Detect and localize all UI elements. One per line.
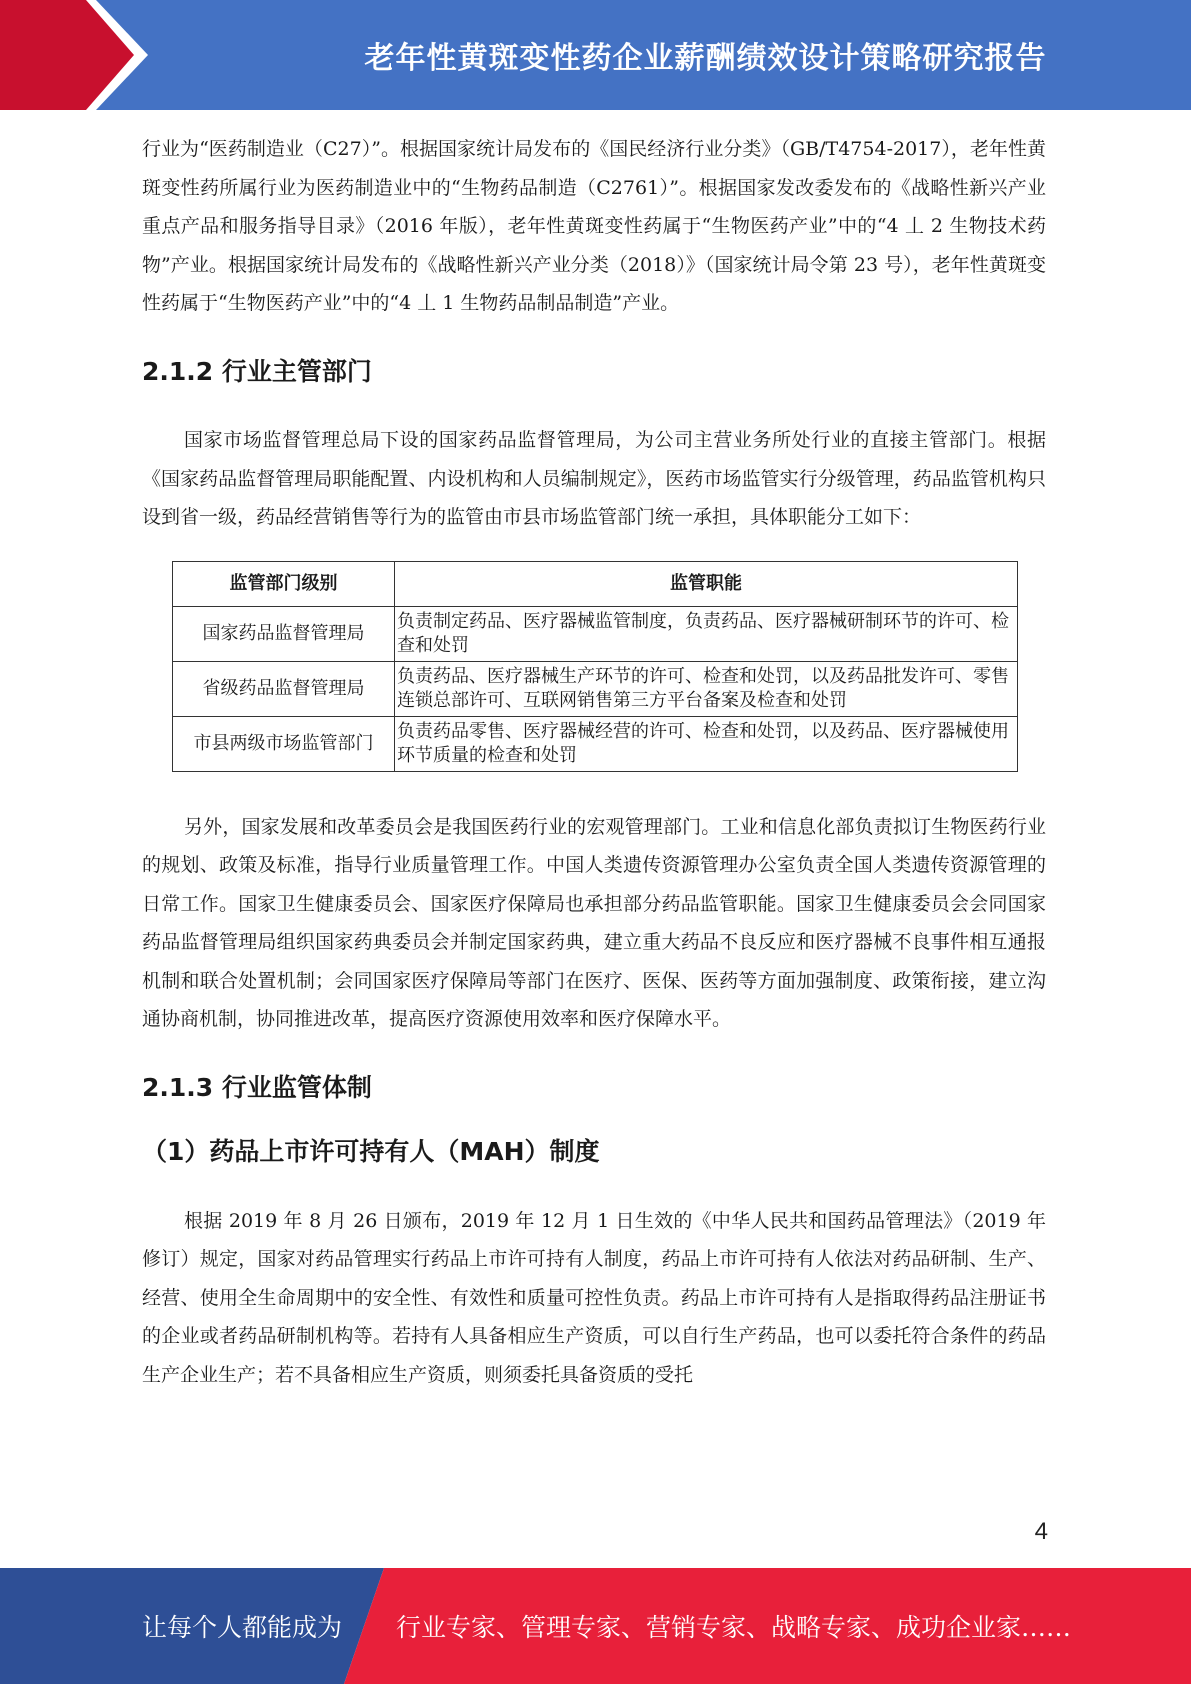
intro-paragraph: 行业为“医药制造业（C27）”。根据国家统计局发布的《国民经济行业分类》（GB/T4754-2017），老年性黄斑变性药所属行业为医药制造业中的“生物药品制造（C2761）”。根据国家发改委发布的《战略性新兴产业重点产品和服务指导目录》（2016 年版），老年性黄斑变性药属于“生物医药产业”中的“4 丄 2 生物技术药物”产业。根据国家统计局发布的《战略性新兴产业分类（2018）》（国家统计局令第 23 号），老年性黄斑变性药属于“生物医药产业”中的“4 丄 1 生物药品制品制造”产业。	[142, 138, 1046, 314]
regulation-table-wrapper	[172, 561, 1018, 772]
table-cell-level: 国家药品监督管理局	[173, 606, 395, 661]
section-2-1-2-paragraph: 国家市场监督管理总局下设的国家药品监督管理局，为公司主营业务所处行业的直接主管部门。根据《国家药品监督管理局职能配置、内设机构和人员编制规定》，医药市场监管实行分级管理，药品监管机构只设到省一级，药品经营销售等行为的监管由市县市场监管部门统一承担，具体职能分工如下：	[142, 429, 1046, 528]
regulation-table	[172, 561, 1018, 772]
table-cell-duty: 负责药品零售、医疗器械经营的许可、检查和处罚，以及药品、医疗器械使用环节质量的检查和处罚	[395, 716, 1018, 771]
table-cell-duty: 负责制定药品、医疗器械监管制度，负责药品、医疗器械研制环节的许可、检查和处罚	[395, 606, 1018, 661]
header-banner	[0, 0, 1191, 110]
footer-slogan-left: 让每个人都能成为	[142, 1613, 343, 1642]
page-number: 4	[1034, 1518, 1048, 1545]
table-cell-level: 省级药品监督管理局	[173, 661, 395, 716]
report-title: 老年性黄斑变性药企业薪酬绩效设计策略研究报告	[364, 41, 1047, 76]
footer-slogan-right: 行业专家、管理专家、营销专家、战略专家、成功企业家……	[396, 1613, 1072, 1642]
other-departments-paragraph: 另外，国家发展和改革委员会是我国医药行业的宏观管理部门。工业和信息化部负责拟订生物医药行业的规划、政策及标准，指导行业质量管理工作。中国人类遗传资源管理办公室负责全国人类遗传资源管理的日常工作。国家卫生健康委员会、国家医疗保障局也承担部分药品监管职能。国家卫生健康委员会会同国家药品监督管理局组织国家药典委员会并制定国家药典，建立重大药品不良反应和医疗器械不良事件相互通报机制和联合处置机制；会同国家医疗保障局等部门在医疗、医保、医药等方面加强制度、政策衔接，建立沟通协商机制，协同推进改革，提高医疗资源使用效率和医疗保障水平。	[142, 815, 1046, 1030]
section-heading-2-1-3: 2.1.3 行业监管体制	[142, 1072, 372, 1102]
section-heading-2-1-2: 2.1.2 行业主管部门	[142, 356, 372, 386]
logo-arrow-icon	[0, 0, 160, 110]
table-header-level: 监管部门级别	[173, 561, 395, 606]
table-cell-duty: 负责药品、医疗器械生产环节的许可、检查和处罚，以及药品批发许可、零售连锁总部许可、互联网销售第三方平台备案及检查和处罚	[395, 661, 1018, 716]
footer-banner	[0, 1568, 1191, 1684]
mah-paragraph: 根据 2019 年 8 月 26 日颁布，2019 年 12 月 1 日生效的《中华人民共和国药品管理法》（2019 年修订）规定，国家对药品管理实行药品上市许可持有人制度，药品上市许可持有人依法对药品研制、生产、经营、使用全生命周期中的安全性、有效性和质量可控性负责。药品上市许可持有人是指取得药品注册证书的企业或者药品研制机构等。若持有人具备相应生产资质，可以自行生产药品，也可以委托符合条件的药品生产企业生产；若不具备相应生产资质，则须委托具备资质的受托	[142, 1209, 1046, 1386]
subsection-heading-mah: （1）药品上市许可持有人（MAH）制度	[142, 1137, 600, 1166]
document-body	[142, 130, 1046, 1394]
table-header-row	[173, 561, 1018, 606]
table-row	[173, 661, 1018, 716]
table-row	[173, 606, 1018, 661]
table-row	[173, 716, 1018, 771]
table-cell-level: 市县两级市场监管部门	[173, 716, 395, 771]
table-header-duty: 监管职能	[395, 561, 1018, 606]
